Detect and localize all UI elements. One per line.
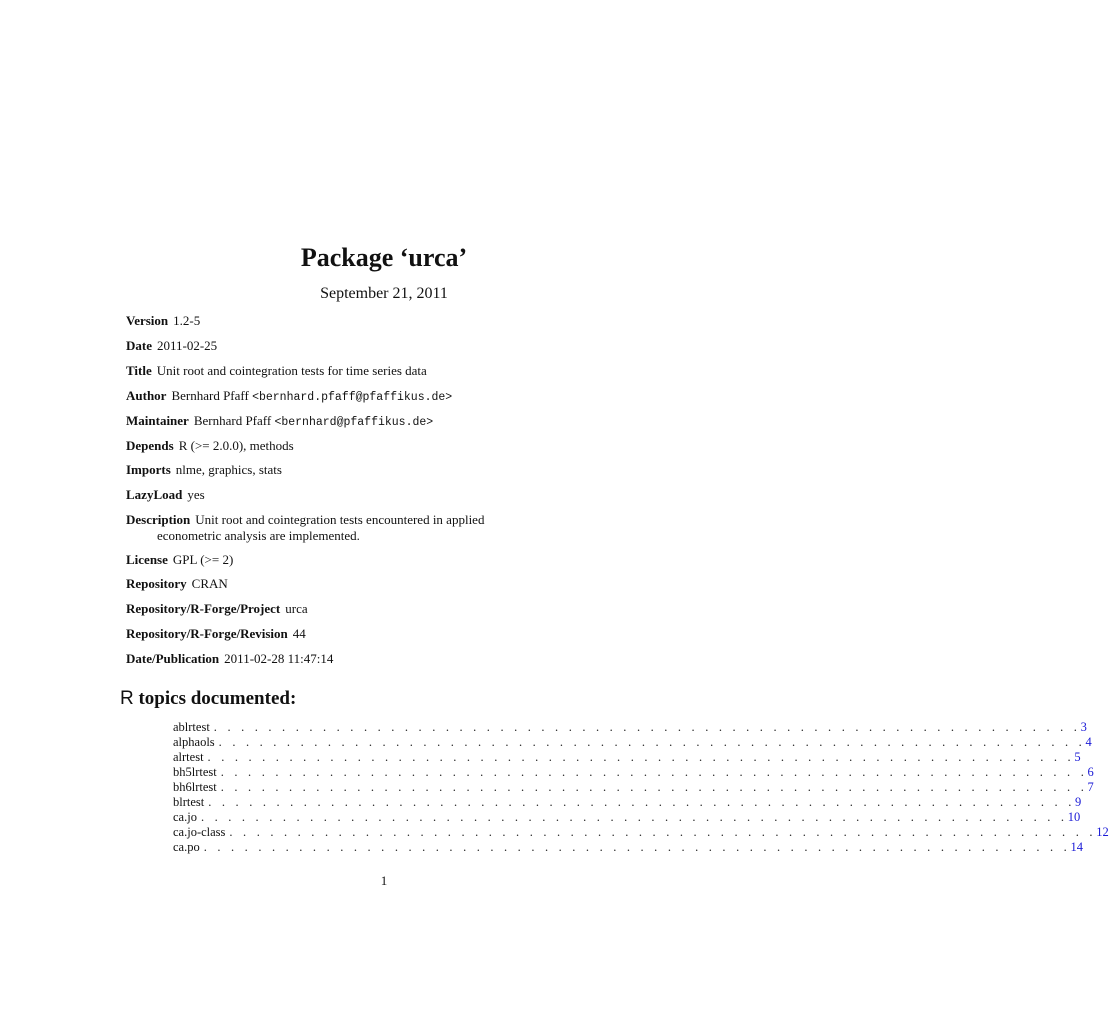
field-description [126, 512, 484, 528]
page-number: 1 [380, 873, 388, 888]
toc-item-name: alrtest [173, 750, 204, 764]
toc-item-alrtest[interactable] [173, 750, 1081, 765]
toc-item-blrtest[interactable] [173, 795, 1082, 810]
description-line-2: econometric analysis are implemented. [157, 528, 360, 543]
toc-page-link[interactable]: 9 [1075, 795, 1082, 809]
field-rforge-revision [126, 626, 306, 642]
field-label: License [126, 552, 168, 567]
toc-heading [120, 688, 296, 710]
toc-item-ca-jo-class[interactable] [173, 825, 1109, 840]
package-title: Package ‘urca’ [300, 243, 468, 272]
toc-page-link[interactable]: 12 [1096, 825, 1109, 839]
field-value: R (>= 2.0.0), methods [178, 438, 294, 453]
field-value: 1.2-5 [173, 313, 201, 328]
field-value: 2011-02-25 [157, 338, 218, 353]
toc-page-link[interactable]: 5 [1074, 750, 1081, 764]
field-value: CRAN [191, 576, 228, 591]
field-label: Author [126, 388, 167, 403]
description-line-1: Unit root and cointegration tests encountered in applied [195, 512, 485, 527]
toc-page-link[interactable]: 4 [1085, 735, 1092, 749]
field-label: LazyLoad [126, 487, 183, 502]
field-version [126, 313, 200, 329]
field-license [126, 552, 233, 568]
field-label: Depends [126, 438, 174, 453]
toc-heading-text: topics documented: [133, 688, 297, 709]
field-label: Description [126, 512, 191, 527]
field-label: Repository [126, 576, 187, 591]
field-label: Version [126, 313, 169, 328]
toc-item-name: blrtest [173, 795, 205, 809]
toc-leader-dots: . . . . . . . . . . . . . . . . . . . . . . . . . . . . . . . . . . . . . . . . . . . . . . . . . . . . . . . . . . . . . . . . [200, 810, 1068, 824]
toc-page-link[interactable]: 7 [1087, 780, 1094, 794]
toc-leader-dots: . . . . . . . . . . . . . . . . . . . . . . . . . . . . . . . . . . . . . . . . . . . . . . . . . . . . . . . . . . . . . . . . [229, 825, 1097, 839]
field-label: Maintainer [126, 413, 189, 428]
field-rforge-project-row [126, 601, 308, 617]
field-value: GPL (>= 2) [172, 552, 234, 567]
field-date [126, 338, 217, 354]
toc-item-name: ablrtest [173, 720, 210, 734]
toc-item-bh6lrtest[interactable] [173, 780, 1094, 795]
author-name: Bernhard Pfaff [171, 388, 249, 403]
field-lazyload [126, 487, 205, 503]
toc-item-name: bh5lrtest [173, 765, 217, 779]
document-date: September 21, 2011 [320, 285, 448, 302]
field-value: yes [187, 487, 205, 502]
field-label: Repository/R-Forge/Project [126, 601, 281, 616]
toc-leader-dots: . . . . . . . . . . . . . . . . . . . . . . . . . . . . . . . . . . . . . . . . . . . . . . . . . . . . . . . . . . . . . . . . [207, 750, 1075, 764]
field-value: 2011-02-28 11:47:14 [224, 651, 334, 666]
field-repository [126, 576, 228, 592]
toc-item-alphaols[interactable] [173, 735, 1092, 750]
field-value: 44 [292, 626, 306, 641]
toc-leader-dots: . . . . . . . . . . . . . . . . . . . . . . . . . . . . . . . . . . . . . . . . . . . . . . . . . . . . . . . . . . . . . . . . [203, 840, 1071, 854]
field-label: Title [126, 363, 152, 378]
toc-item-name: bh6lrtest [173, 780, 217, 794]
field-label: Date/Publication [126, 651, 220, 666]
toc-leader-dots: . . . . . . . . . . . . . . . . . . . . . . . . . . . . . . . . . . . . . . . . . . . . . . . . . . . . . . . . . . . . . . . . [208, 795, 1076, 809]
toc-leader-dots: . . . . . . . . . . . . . . . . . . . . . . . . . . . . . . . . . . . . . . . . . . . . . . . . . . . . . . . . . . . . . . . . [218, 735, 1086, 749]
field-maintainer [126, 413, 433, 431]
toc-leader-dots: . . . . . . . . . . . . . . . . . . . . . . . . . . . . . . . . . . . . . . . . . . . . . . . . . . . . . . . . . . . . . . . . [220, 765, 1088, 779]
toc-leader-dots: . . . . . . . . . . . . . . . . . . . . . . . . . . . . . . . . . . . . . . . . . . . . . . . . . . . . . . . . . . . . . . . . [220, 780, 1088, 794]
field-depends [126, 438, 294, 454]
toc-item-name: alphaols [173, 735, 215, 749]
toc-page-link[interactable]: 3 [1080, 720, 1087, 734]
toc-item-bh5lrtest[interactable] [173, 765, 1094, 780]
toc-item-ca-po[interactable] [173, 840, 1084, 855]
toc-page-link[interactable]: 14 [1070, 840, 1084, 854]
toc-page-link[interactable]: 6 [1087, 765, 1094, 779]
toc-item-ablrtest[interactable] [173, 720, 1087, 735]
field-label: Imports [126, 462, 171, 477]
toc-leader-dots: . . . . . . . . . . . . . . . . . . . . . . . . . . . . . . . . . . . . . . . . . . . . . . . . . . . . . . . . . . . . . . . . [213, 720, 1081, 734]
field-label: Repository/R-Forge/Revision [126, 626, 288, 641]
field-label: Date [126, 338, 152, 353]
toc-item-name: ca.jo [173, 810, 197, 824]
field-value: Unit root and cointegration tests for time series data [156, 363, 427, 378]
field-imports [126, 462, 282, 478]
field-author [126, 388, 452, 406]
toc-item-name: ca.jo-class [173, 825, 226, 839]
author-email: <bernhard.pfaff@pfaffikus.de> [252, 391, 453, 404]
toc-item-name: ca.po [173, 840, 200, 854]
r-logo-text: R [120, 688, 134, 709]
field-value: nlme, graphics, stats [175, 462, 282, 477]
field-value: urca [285, 601, 308, 616]
field-title [126, 363, 427, 379]
toc-page-link[interactable]: 10 [1067, 810, 1081, 824]
field-date-publication [126, 651, 333, 667]
maintainer-email: <bernhard@pfaffikus.de> [274, 416, 434, 429]
maintainer-name: Bernhard Pfaff [193, 413, 272, 428]
toc-item-ca-jo[interactable] [173, 810, 1081, 825]
